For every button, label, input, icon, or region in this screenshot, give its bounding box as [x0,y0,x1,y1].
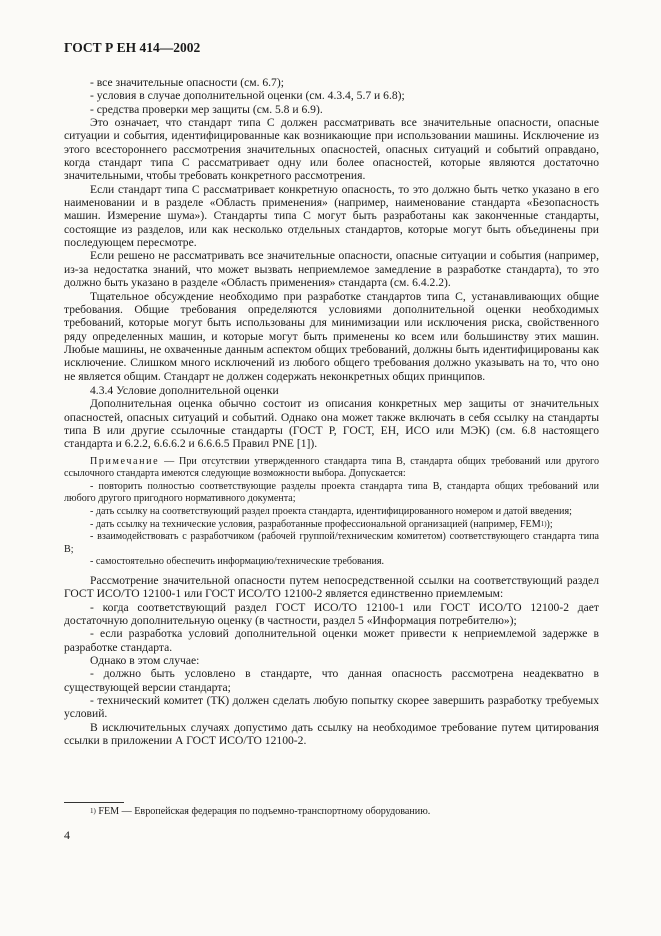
note-item: - взаимодействовать с разработчиком (рабочей группой/техническим комитетом) соответствующего стандарта типа В; [64,531,599,555]
document-header: ГОСТ Р ЕН 414—2002 [64,40,201,55]
note-item: - повторить полностью соответствующие разделы проекта стандарта типа В, стандарта общих требований или любого другого пригодного нормативного документа; [64,480,599,505]
list-item: - если разработка условий дополнительной оценки может привести к неприемлемой задержке в разработке стандарта. [64,627,599,654]
list-item: - когда соответствующий раздел ГОСТ ИСО/ТО 12100-1 или ГОСТ ИСО/ТО 12100-2 дает достаточную дополнительную оценку (в частности, раздел 5 «Информация потребителю»); [64,600,599,627]
note-item: - самостоятельно обеспечить информацию/технические требования. [90,556,385,568]
note-item-tail: ); [546,518,553,530]
paragraph: Рассмотрение значительной опасности путем непосредственной ссылки на соответствующий раздел ГОСТ ИСО/ТО 12100-1 или ГОСТ ИСО/ТО 12100-2 является единственно приемлемым: [64,573,599,601]
list-item: - все значительные опасности (см. 6.7); [90,76,284,89]
document-body [64,76,599,747]
paragraph: Если стандарт типа С рассматривает конкретную опасность, то это должно быть четко указано в его наименовании и в разделе «Область применения» (например, наименование стандарта «Безопасность машин. Измерение шума»). Стандарты типа С могут быть разработаны как законченные стандарты, состоящие из разделов, или как несколько отдельных стандартов, которые могут быть объединены при последующем пересмотре. [64,182,599,250]
section-heading: 4.3.4 Условие дополнительной оценки [90,383,279,397]
footnote [90,806,590,818]
list-item: - условия в случае дополнительной оценки (см. 4.3.4, 5.7 и 6.8); [90,89,405,103]
paragraph: Дополнительная оценка обычно состоит из описания конкретных мер защиты от значительных опасностей, опасных ситуаций и событий. Однако она может также включать в себя ссылку на стандарты типа В или другие ссылочные стандарты (ГОСТ Р, ГОСТ, ЕН, ИСО или МЭК) (см. 6.8 настоящего стандарта и 6.2.2, 6.6.6.2 и 6.6.6.5 Правил PNE [1]). [64,397,599,451]
paragraph: Тщательное обсуждение необходимо при разработке стандартов типа С, устанавливающих общие требования. Общие требования определяются условиями дополнительной оценки необходимых требований, которые могут быть использованы для минимизации или исключения риска, свойственного ряду определенных машин, и которые могут быть применены ко всем или большинству этих машин. Любые машины, не охваченные данным аспектом общих требований, должны быть идентифицированы как исключение. Слишком много исключений из любого общего требования должно указывать на то, что оно не является общим. Стандарт не должен содержать неконкретных общих принципов. [64,289,599,383]
note-item: - дать ссылку на соответствующий раздел проекта стандарта, идентифицированного номером и датой введения; [90,506,572,517]
footnote-divider [64,802,124,803]
note-label: Примечание [90,455,160,467]
list-item: - средства проверки мер защиты (см. 5.8 и 6.9). [90,102,323,116]
note-intro-text: — При отсутствии утвержденного стандарта типа В, стандарта общих требований или другого ссылочного стандарта имеются следующие возможности выбора. Допускается: [64,455,599,480]
note-item [64,519,599,532]
paragraph: Это означает, что стандарт типа С должен рассматривать все значительные опасности, опасные ситуации и события, идентифицированные как возникающие при использовании машины. Исключение из этого всестороннего рассмотрения значительных опасностей, опасных ситуаций и событий оправдано, когда стандарт типа С рассматривает одну или более опасностей, которые являются достаточно значительными, чтобы требовать конкретного рассмотрения. [64,116,599,183]
paragraph: Если решено не рассматривать все значительные опасности, опасные ситуации и события (например, из-за недостатка знаний, что может вызвать неприемлемое замедление в разработке стандарта), то это должно быть указано в разделе «Область применения» стандарта (см. 6.4.2.2). [64,249,599,290]
paragraph: Однако в этом случае: [90,654,200,668]
note-item-text: - дать ссылку на технические условия, разработанные профессиональной организацией (например, FEM [90,518,541,530]
list-item: - должно быть условлено в стандарте, что данная опасность рассмотрена неадекватно в существующей версии стандарта; [64,667,599,694]
footnote-text: FEM — Европейская федерация по подъемно-транспортному оборудованию. [95,806,431,817]
note-block [64,456,599,569]
list-item: - технический комитет (ТК) должен сделать любую попытку скорее завершить разработку требуемых условий. [64,694,599,721]
page-number: 4 [64,828,70,842]
footnote-mark: 1) [90,807,96,815]
footnote-reference: 1) [540,519,547,528]
paragraph: В исключительных случаях допустимо дать ссылку на необходимое требование путем цитирования ссылки в приложении А ГОСТ ИСО/ТО 12100-2. [64,720,599,748]
note-intro [64,456,599,481]
